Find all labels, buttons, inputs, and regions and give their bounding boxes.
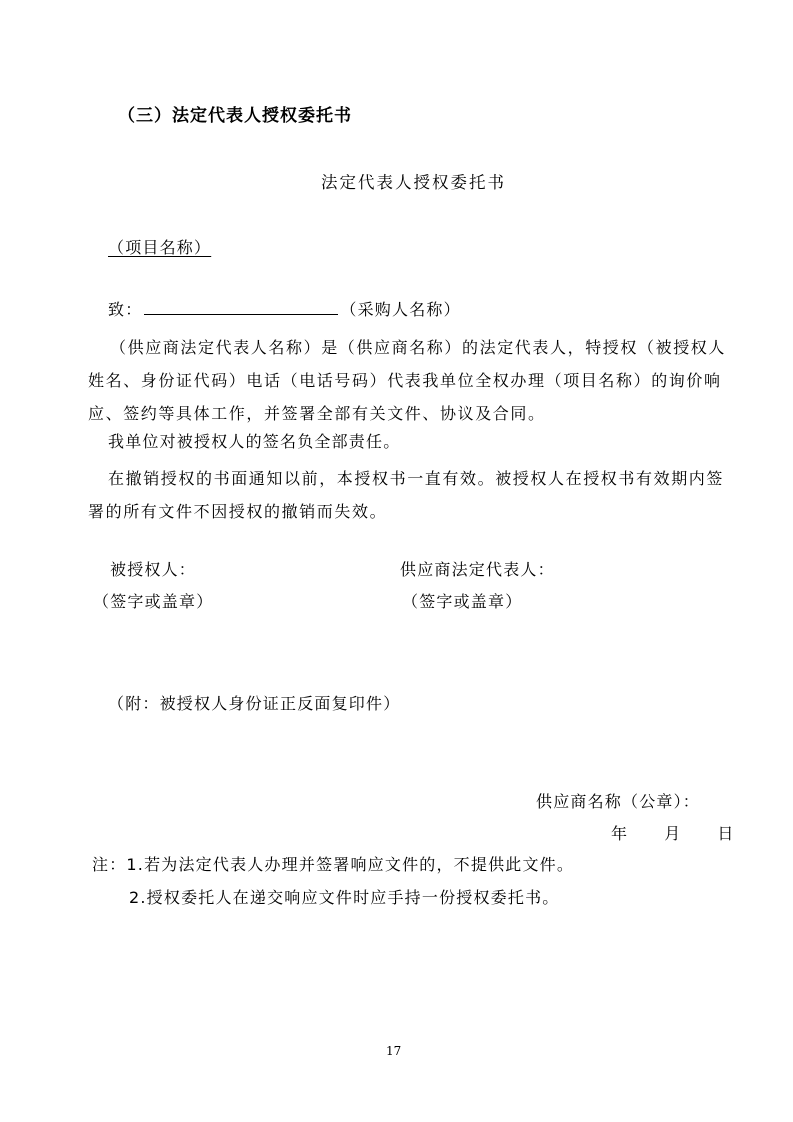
date-month: 月: [664, 824, 682, 843]
addressee-suffix: （采购人名称）: [340, 300, 461, 319]
addressee-prefix: 致：: [108, 300, 143, 319]
body-paragraph-2: 我单位对被授权人的签名负全部责任。: [108, 432, 401, 451]
attachment-note: （附：被授权人身份证正反面复印件）: [108, 694, 401, 713]
legal-rep-signature: （签字或盖章）: [402, 592, 523, 611]
addressee-blank: [144, 300, 338, 315]
date-year: 年: [611, 824, 629, 843]
authorized-person-signature: （签字或盖章）: [93, 592, 214, 611]
date-line: [611, 824, 735, 844]
addressee-line: [108, 300, 461, 320]
project-name-field: （项目名称）: [108, 238, 212, 257]
section-heading: （三）法定代表人授权委托书: [118, 106, 352, 126]
note-2: 2.授权委托人在递交响应文件时应手持一份授权委托书。: [129, 888, 560, 907]
body-paragraph-1: （供应商法定代表人名称）是（供应商名称）的法定代表人，特授权（被授权人姓名、身份证代码）电话（电话号码）代表我单位全权办理（项目名称）的询价响应、签约等具体工作，并签署全部有关文件、协议及合同。: [88, 338, 727, 423]
body-paragraph-3: 在撤销授权的书面通知以前，本授权书一直有效。被授权人在授权书有效期内签署的所有文件不因授权的撤销而失效。: [88, 469, 725, 521]
date-day: 日: [717, 824, 735, 843]
authorized-person-label: 被授权人：: [110, 560, 197, 579]
legal-rep-label: 供应商法定代表人：: [400, 560, 555, 579]
page-number: 17: [386, 1044, 402, 1058]
doc-title: 法定代表人授权委托书: [321, 173, 506, 192]
supplier-seal-label: 供应商名称（公章）：: [536, 792, 701, 811]
note-1: 注：1.若为法定代表人办理并签署响应文件的，不提供此文件。: [92, 855, 575, 874]
